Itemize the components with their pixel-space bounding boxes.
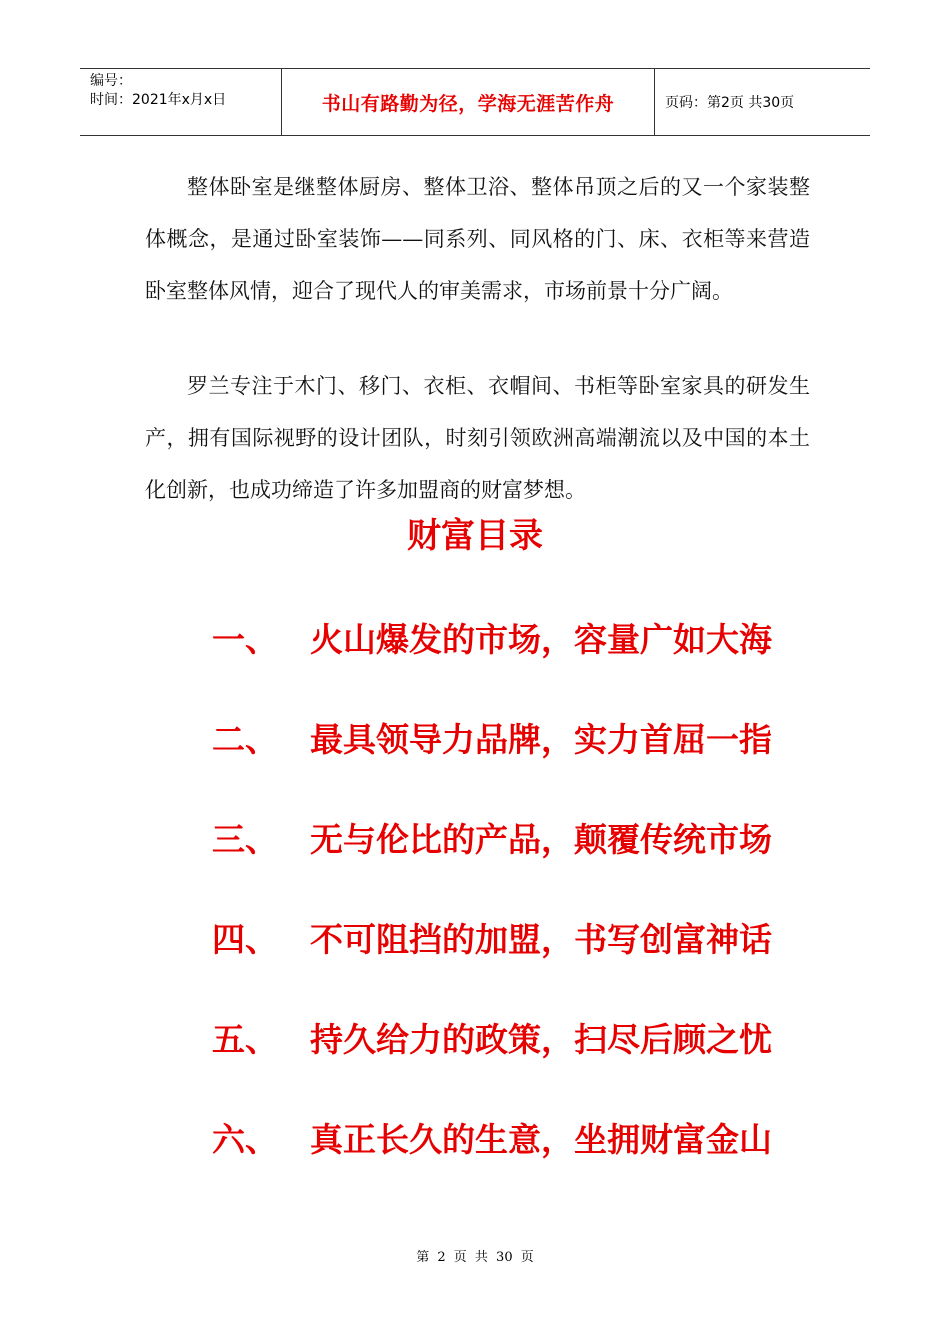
toc-item [212, 814, 812, 874]
toc-item [212, 1114, 812, 1174]
toc-item-number: 三、 [212, 820, 278, 859]
header-time-label: 时间：2021年x月x日 [90, 92, 227, 108]
toc-item-text: 不可阻挡的加盟，书写创富神话 [310, 920, 772, 959]
page-header [80, 68, 870, 136]
header-motto: 书山有路勤为径，学海无涯苦作舟 [282, 69, 655, 135]
page-footer: 第 2 页 共 30 页 [416, 1250, 534, 1265]
header-number-label: 编号： [90, 73, 132, 89]
toc-item-number: 四、 [212, 920, 278, 959]
toc-item-number: 六、 [212, 1120, 278, 1159]
toc-item [212, 614, 812, 674]
toc-item-number: 一、 [212, 620, 278, 659]
body-paragraph-2: 罗兰专注于木门、移门、衣柜、衣帽间、书柜等卧室家具的研发生产，拥有国际视野的设计团队，时刻引领欧洲高端潮流以及中国的本土化创新，也成功缔造了许多加盟商的财富梦想。 [145, 374, 810, 502]
toc-item-text: 无与伦比的产品，颠覆传统市场 [310, 820, 772, 859]
toc-item [212, 914, 812, 974]
toc-item-number: 五、 [212, 1020, 278, 1059]
toc-item-text: 最具领导力品牌，实力首屈一指 [310, 720, 772, 759]
body-paragraph-1: 整体卧室是继整体厨房、整体卫浴、整体吊顶之后的又一个家装整体概念，是通过卧室装饰——同系列、同风格的门、床、衣柜等来营造卧室整体风情，迎合了现代人的审美需求，市场前景十分广阔。 [145, 175, 810, 303]
header-meta-cell [80, 69, 282, 135]
toc-title: 财富目录 [407, 516, 543, 556]
toc-item-text: 真正长久的生意，坐拥财富金山 [310, 1120, 772, 1159]
toc-item-text: 火山爆发的市场，容量广如大海 [310, 620, 772, 659]
toc-item-text: 持久给力的政策，扫尽后顾之忧 [310, 1020, 772, 1059]
toc-item [212, 1014, 812, 1074]
toc-item [212, 714, 812, 774]
header-page-info: 页码：第2页 共30页 [665, 95, 795, 111]
toc-item-number: 二、 [212, 720, 278, 759]
